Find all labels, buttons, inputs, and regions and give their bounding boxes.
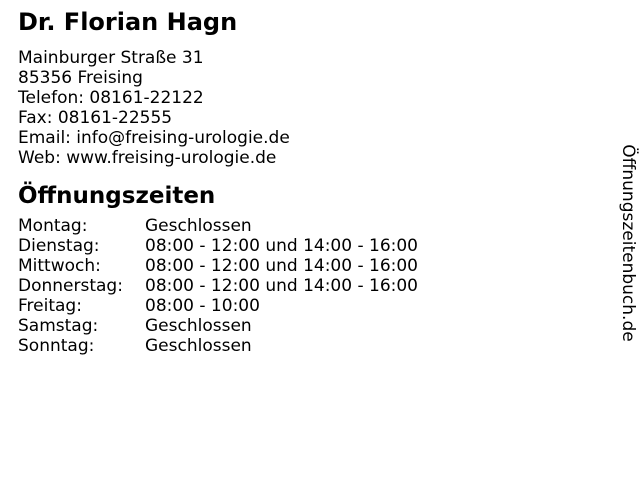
day-label: Samstag: (18, 316, 99, 336)
hours-row-monday (18, 216, 418, 236)
day-label: Freitag: (18, 296, 82, 316)
day-times: 08:00 - 12:00 und 14:00 - 16:00 (145, 236, 418, 256)
hours-row-wednesday (18, 256, 418, 276)
watermark-vertical-label: Öffnungszeitenbuch.de (618, 144, 638, 342)
day-times: Geschlossen (145, 316, 252, 336)
day-label: Montag: (18, 216, 88, 236)
opening-hours-table (18, 216, 418, 356)
day-label: Dienstag: (18, 236, 100, 256)
website-line: Web: www.freising-urologie.de (18, 148, 277, 168)
hours-row-tuesday (18, 236, 418, 256)
day-times: 08:00 - 12:00 und 14:00 - 16:00 (145, 256, 418, 276)
email-line: Email: info@freising-urologie.de (18, 128, 290, 148)
fax-line: Fax: 08161-22555 (18, 108, 173, 128)
day-label: Donnerstag: (18, 276, 123, 296)
day-times: Geschlossen (145, 216, 252, 236)
address-city-line: 85356 Freising (18, 68, 143, 88)
phone-line: Telefon: 08161-22122 (18, 88, 204, 108)
hours-row-sunday (18, 336, 418, 356)
opening-hours-heading: Öffnungszeiten (18, 183, 216, 209)
hours-row-friday (18, 296, 418, 316)
page-title: Dr. Florian Hagn (18, 8, 238, 36)
hours-row-saturday (18, 316, 418, 336)
address-street-line: Mainburger Straße 31 (18, 48, 204, 68)
contact-block (18, 48, 290, 168)
day-times: 08:00 - 10:00 (145, 296, 260, 316)
day-times: 08:00 - 12:00 und 14:00 - 16:00 (145, 276, 418, 296)
day-times: Geschlossen (145, 336, 252, 356)
hours-row-thursday (18, 276, 418, 296)
day-label: Sonntag: (18, 336, 95, 356)
day-label: Mittwoch: (18, 256, 101, 276)
